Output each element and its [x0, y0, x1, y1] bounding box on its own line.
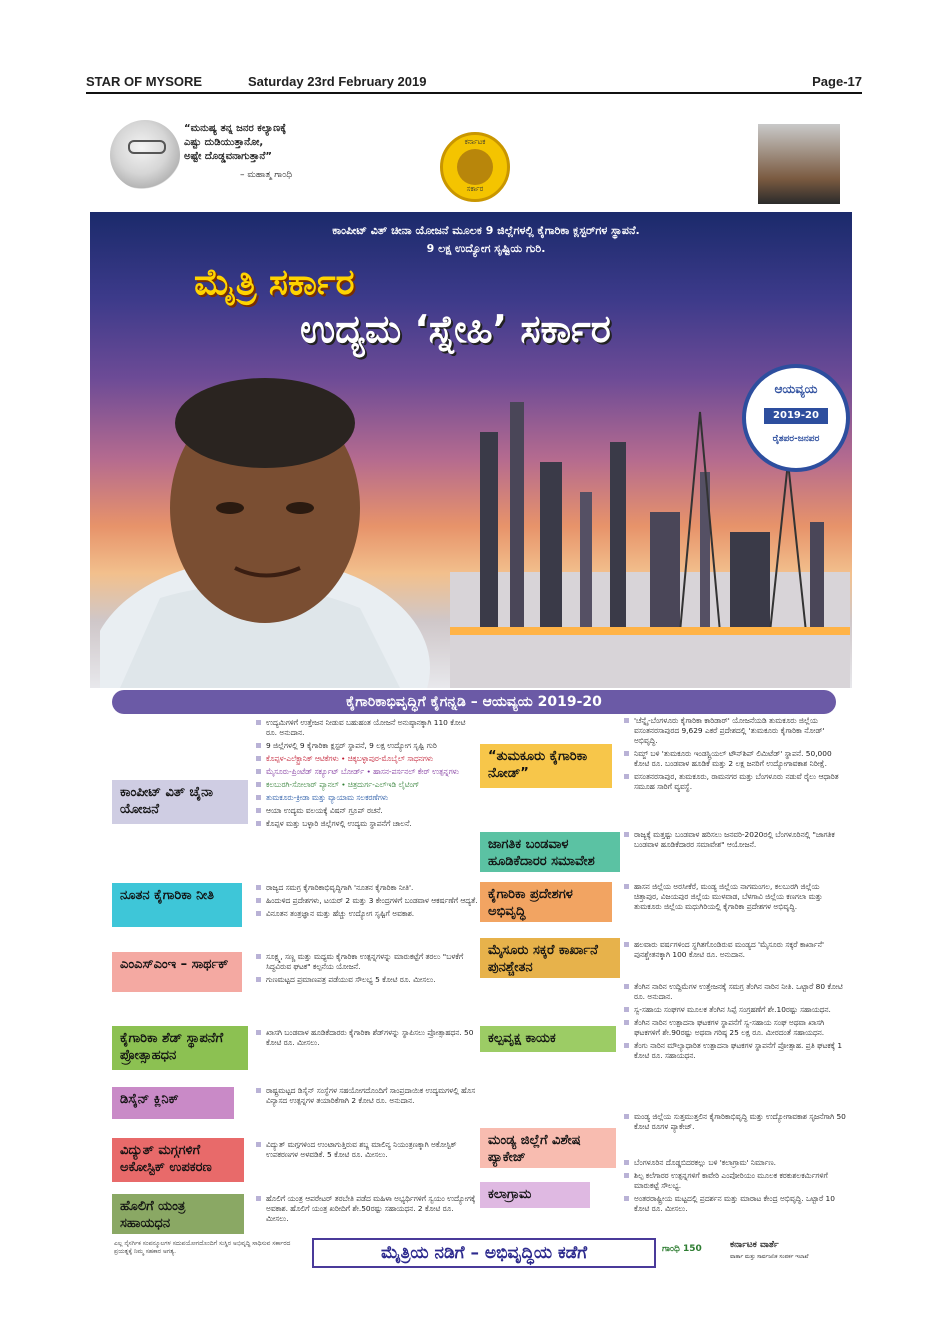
list-item: ಮೈಸೂರು-ಪ್ರಿಂಟೆಡ್ ಸರ್ಕ್ಯೂಟ್ ಬೋರ್ಡ್ • ಹಾಸನ-ಪರ್ಸನಲ್ ಕೇರ್ ಉತ್ಪನ್ನಗಳು: [256, 767, 478, 777]
list-item: ಮಂಡ್ಯ ಜಿಲ್ಲೆಯ ಸುತ್ತಮುತ್ತಲಿನ ಕೈಗಾರಿಕಾಭಿವೃದ್ಧಿ ಮತ್ತು ಉದ್ಯೋಗಾವಕಾಶ ಸೃಜನೆಗಾಗಿ 50 ಕೋಟಿ ರೂಗಳ ಪ್ಯಾಕೇಜ್.: [624, 1112, 846, 1132]
list-item: ರಾಜ್ಯದ ಸಮಗ್ರ ಕೈಗಾರಿಕಾಭಿವೃದ್ಧಿಗಾಗಿ 'ನೂತನ ಕೈಗಾರಿಕಾ ನೀತಿ'.: [256, 883, 478, 893]
label-industrial-shed: ಕೈಗಾರಿಕಾ ಶೆಡ್ ಸ್ಥಾಪನೆಗೆ ಪ್ರೋತ್ಸಾಹಧನ: [112, 1026, 248, 1070]
global-investors-meet-bullets: [624, 830, 846, 853]
banner-subline-1: ಕಾಂಪೀಟ್ ವಿತ್ ಚೀನಾ ಯೋಜನೆ ಮೂಲಕ 9 ಜಿಲ್ಲೆಗಳಲ್ಲಿ ಕೈಗಾರಿಕಾ ಕ್ಲಸ್ಟರ್‌ಗಳ ಸ್ಥಾಪನೆ.: [332, 224, 640, 237]
list-item: ಗುಣಮಟ್ಟದ ಪ್ರಮಾಣಪತ್ರ ಪಡೆಯುವ ಸೌಲಭ್ಯ 5 ಕೋಟಿ ರೂ. ಮೀಸಲು.: [256, 975, 478, 985]
quote-line: ಅಷ್ಟೇ ದೊಡ್ಡವನಾಗುತ್ತಾನೆ”: [184, 151, 272, 162]
newspaper-header: [86, 74, 862, 94]
karnataka-varthe-subtitle: ವಾರ್ತಾ ಮತ್ತು ಸಾರ್ವಜನಿಕ ಸಂಪರ್ಕ ಇಲಾಖೆ: [730, 1254, 809, 1260]
list-item: ಕೊಪ್ಪಳ-ಎಲೆಕ್ಟ್ರಾನಿಕ್ ಆಟಿಕೆಗಳು • ಚಿಕ್ಕಬಳ್ಳಾಪುರ-ಮೊಬೈಲ್ ಸಾಧನಗಳು: [256, 754, 478, 764]
list-item: ತೆಂಗಿನ ನಾರಿನ ಉದ್ದಿಮೆಗಳ ಉತ್ತೇಜನಕ್ಕೆ ಸಮಗ್ರ ತೆಂಗಿನ ನಾರಿನ ನೀತಿ. ಒಟ್ಟಾರೆ 80 ಕೋಟಿ ರೂ. ಅನುದಾನ.: [624, 982, 846, 1002]
emblem-bottom-text: ಸರ್ಕಾರ: [466, 185, 484, 193]
list-item: ಖಾಸಗಿ ಬಂಡವಾಳ ಹೂಡಿಕೆದಾರರು ಕೈಗಾರಿಕಾ ಶೆಡ್‌ಗಳನ್ನು ಸ್ಥಾಪಿಸಲು ಪ್ರೋತ್ಸಾಹಧನ. 50 ಕೋಟಿ ರೂ. ಮೀಸಲು.: [256, 1028, 478, 1048]
list-item: ರಾಜ್ಯಕ್ಕೆ ಮತ್ತಷ್ಟು ಬಂಡವಾಳ ಹರಿಸಲು ಜನವರಿ-2020ರಲ್ಲಿ ಬೆಂಗಳೂರಿನಲ್ಲಿ "ಜಾಗತಿಕ ಬಂಡವಾಳ ಹೂಡಿಕೆದಾರರ ಸಮಾವೇಶ" ಆಯೋಜನೆ.: [624, 830, 846, 850]
label-sewing-machine: ಹೊಲಿಗೆ ಯಂತ್ರ ಸಹಾಯಧನ: [112, 1194, 244, 1234]
list-item: ಸೂಕ್ಷ್ಮ, ಸಣ್ಣ ಮತ್ತು ಮಧ್ಯಮ ಕೈಗಾರಿಕಾ ಉತ್ಪನ್ನಗಳನ್ನು ಮಾರುಕಟ್ಟೆಗೆ ತರಲು "ಬಳಕೆಗೆ ಸಿದ್ಧವಿರುವ ಘಟಕ" ಕಲ್ಪನೆಯ ಯೋಜನೆ.: [256, 952, 478, 972]
gandhi-quote: [184, 122, 286, 164]
list-item: ರಾಷ್ಟ್ರಮಟ್ಟದ ಡಿಸೈನ್ ಸಂಸ್ಥೆಗಳ ಸಹಯೋಗದೊಂದಿಗೆ ಸಾಂಪ್ರದಾಯಿಕ ಉದ್ಯಮಗಳಲ್ಲಿ ಹೊಸ ವಿನ್ಯಾಸದ ಉತ್ಪನ್ನಗಳ ತಯಾರಿಕೆಗಾಗಿ 2 ಕೋಟಿ ರೂ. ಅನುದಾನ.: [256, 1086, 478, 1106]
label-kalpavriksha-kayaka: ಕಲ್ಪವೃಕ್ಷ ಕಾಯಕ: [480, 1026, 616, 1052]
label-design-clinic: ಡಿಸೈನ್ ಕ್ಲಿನಿಕ್: [112, 1087, 234, 1119]
list-item: ಉದ್ಯಮಿಗಳಿಗೆ ಉತ್ತೇಜನ ನೀಡುವ ಬಹುಹಂತ ಯೋಜನೆ ಅನುಷ್ಠಾನಕ್ಕಾಗಿ 110 ಕೋಟಿ ರೂ. ಅನುದಾನ.: [256, 718, 478, 738]
budget-stamp: [742, 364, 850, 472]
footer-note: ಎಲ್ಲ ನೈಸರ್ಗಿಕ ಸಂಪನ್ಮೂಲಗಳ ಸದುಪಯೋಗದೊಂದಿಗೆ ಸುಸ್ಥಿರ ಅಭಿವೃದ್ಧಿ ಸಾಧಿಸುವ ಸರ್ಕಾರದ ಪ್ರಯತ್ನಕ್ಕೆ ನಿಮ್ಮ ಸಹಕಾರ ಅಗತ್ಯ.: [114, 1240, 291, 1255]
industrial-areas-development-bullets: [624, 882, 846, 915]
stamp-top-text: ಆಯವ್ಯಯ: [774, 382, 818, 396]
kalagrama-bullets: [624, 1158, 846, 1217]
emblem-top-text: ಕರ್ನಾಟಕ: [464, 138, 486, 146]
ad-footer: [90, 1236, 852, 1272]
karnataka-emblem: [440, 132, 510, 202]
list-item: ತೆಂಗಿನ ನಾರಿನ ಉತ್ಪಾದನಾ ಘಟಕಗಳ ಸ್ಥಾಪನೆಗೆ ಸ್ವ-ಸಹಾಯ ಸಂಘ ಅಥವಾ ಖಾಸಗಿ ಘಟಕಗಳಿಗೆ ಶೇ.90ರಷ್ಟು ಅಥವಾ ಗರಿಷ್ಠ 25 ಲಕ್ಷ ರೂ. ಮೀರದಂತೆ ಸಹಾಯಧನ.: [624, 1018, 846, 1038]
kalpavriksha-kayaka-bullets: [624, 982, 846, 1064]
paper-name: STAR OF MYSORE: [86, 74, 203, 89]
label-industrial-areas-development: ಕೈಗಾರಿಕಾ ಪ್ರದೇಶಗಳ ಅಭಿವೃದ್ಧಿ: [480, 882, 612, 922]
list-item: ನಿಮ್ಜ್ ಬಳಿ 'ತುಮಕೂರು ಇಂಡಸ್ಟ್ರಿಯಲ್ ಟೌನ್‌ಶಿಪ್ ಲಿಮಿಟೆಡ್' ಸ್ಥಾಪನೆ. 50,000 ಕೋಟಿ ರೂ. ಬಂಡವಾಳ ಹೂಡಿಕೆ ಮತ್ತು 2 ಲಕ್ಷ ಜನರಿಗೆ ಉದ್ಯೋಗಾವಕಾಶ ನಿರೀಕ್ಷೆ.: [624, 749, 846, 769]
compete-with-china-bullets: [256, 718, 478, 832]
chief-minister-photo: [100, 368, 450, 688]
list-item: ಹಿಂದುಳಿದ ಪ್ರದೇಶಗಳು, ಟಯರ್ 2 ಮತ್ತು 3 ಕೇಂದ್ರಗಳಿಗೆ ಬಂಡವಾಳ ಆಕರ್ಷಣೆಗೆ ಆದ್ಯತೆ.: [256, 896, 478, 906]
sewing-machine-bullets: [256, 1194, 478, 1227]
quote-line: ಎಷ್ಟು ದುಡಿಯುತ್ತಾನೋ,: [184, 137, 264, 148]
label-kalagrama: ಕಲಾಗ್ರಾಮ: [480, 1182, 590, 1208]
design-clinic-bullets: [256, 1086, 478, 1109]
list-item: ಹಲವಾರು ವರ್ಷಗಳಿಂದ ಸ್ಥಗಿತಗೊಂಡಿರುವ ಮಂಡ್ಯದ 'ಮೈಸೂರು ಸಕ್ಕರೆ ಕಾರ್ಖಾನೆ' ಪುನಶ್ಚೇತನಕ್ಕಾಗಿ 100 ಕೋಟಿ ರೂ. ಅನುದಾನ.: [624, 940, 846, 960]
list-item: ಬೆಂಗಳೂರಿನ ದೊಡ್ಡಬಿದರಕಲ್ಲು ಬಳಿ 'ಕಲಾಗ್ರಾಮ' ನಿರ್ಮಾಣ.: [624, 1158, 846, 1168]
industrial-shed-bullets: [256, 1028, 478, 1051]
list-item: ಅಂತರರಾಷ್ಟ್ರೀಯ ಮಟ್ಟದಲ್ಲಿ ಪ್ರದರ್ಶನ ಮತ್ತು ಮಾರಾಟ ಕೇಂದ್ರ ಅಭಿವೃದ್ಧಿ. ಒಟ್ಟಾರೆ 10 ಕೋಟಿ ರೂ. ಮೀಸಲು.: [624, 1194, 846, 1214]
label-mysore-sugar-factory: ಮೈಸೂರು ಸಕ್ಕರೆ ಕಾರ್ಖಾನೆ ಪುನಶ್ಚೇತನ: [480, 938, 620, 978]
karnataka-varthe-logo: ಕರ್ನಾಟಕ ವಾರ್ತೆ: [730, 1240, 779, 1250]
footer-slogan: ಮೈತ್ರಿಯ ನಡಿಗೆ – ಅಭಿವೃದ್ಧಿಯ ಕಡೆಗೆ: [312, 1238, 656, 1268]
banner-subline-2: 9 ಲಕ್ಷ ಉದ್ಯೋಗ ಸೃಷ್ಟಿಯ ಗುರಿ.: [426, 242, 546, 255]
list-item: 9 ಜಿಲ್ಲೆಗಳಲ್ಲಿ 9 ಕೈಗಾರಿಕಾ ಕ್ಲಸ್ಟರ್ ಸ್ಥಾಪನೆ, 9 ಲಕ್ಷ ಉದ್ಯೋಗ ಸೃಷ್ಟಿ ಗುರಿ: [256, 741, 478, 751]
quote-author: – ಮಹಾತ್ಮ ಗಾಂಧಿ: [240, 170, 293, 180]
list-item: 'ಚೆನ್ನೈ-ಬೆಂಗಳೂರು ಕೈಗಾರಿಕಾ ಕಾರಿಡಾರ್' ಯೋಜನೆಯಡಿ ತುಮಕೂರು ಜಿಲ್ಲೆಯ ವಸಂತನರಸಾಪುರದ 9,629 ಎಕರೆ ಪ್ರದೇಶದಲ್ಲಿ 'ತುಮಕೂರು ಕೈಗಾರಿಕಾ ನೋಡ್' ಅಭಿವೃದ್ಧಿ.: [624, 716, 846, 746]
quote-line: “ಮನುಷ್ಯ ತನ್ನ ಜನರ ಕಲ್ಯಾಣಕ್ಕೆ: [184, 123, 287, 134]
mandya-special-package-bullets: [624, 1112, 846, 1135]
tumakuru-node-bullets: [624, 716, 846, 795]
list-item: ಶಿಲ್ಪ ಕಲೆಗಾರರ ಉತ್ಪನ್ನಗಳಿಗೆ ಕಾವೇರಿ ಎಂಪೋರಿಯಂ ಮೂಲಕ ಕರಕುಶಲಕರ್ಮಿಗಳಿಗೆ ಮಾರುಕಟ್ಟೆ ಸೌಲಭ್ಯ.: [624, 1171, 846, 1191]
list-item: ತುಮಕೂರು-ಕ್ರೀಡಾ ಮತ್ತು ವ್ಯಾಯಾಮ ಸಲಕರಣೆಗಳು: [256, 793, 478, 803]
list-item: ವಿದ್ಯುತ್ ಮಗ್ಗಗಳಿಂದ ಉಂಟಾಗುತ್ತಿರುವ ಶಬ್ದ ಮಾಲಿನ್ಯ ನಿಯಂತ್ರಣಕ್ಕಾಗಿ ಅಕೋಸ್ಟಿಕ್ ಉಪಕರಣಗಳ ಅಳವಡಿಕೆ. 5 ಕೋಟಿ ರೂ. ಮೀಸಲು.: [256, 1140, 478, 1160]
list-item: ಹಾಸನ ಜಿಲ್ಲೆಯ ಅರಸೀಕೆರೆ, ಮಂಡ್ಯ ಜಿಲ್ಲೆಯ ನಾಗಮಂಗಲ, ಕಲಬುರಗಿ ಜಿಲ್ಲೆಯ ಚಿತ್ತಾಪುರ, ವಿಜಯಪುರ ಜಿಲ್ಲೆಯ ಮುಳವಾಡ, ಬೆಳಗಾವಿ ಜಿಲ್ಲೆಯ ಕಣಗಲಾ ಮತ್ತು ತುಮಕೂರು ಜಿಲ್ಲೆಯ ಮಧುಗಿರಿಯಲ್ಲಿ ಕೈಗಾರಿಕಾ ಪ್ರದೇಶಗಳ ಅಭಿವೃದ್ಧಿ.: [624, 882, 846, 912]
label-mandya-special-package: ಮಂಡ್ಯ ಜಿಲ್ಲೆಗೆ ವಿಶೇಷ ಪ್ಯಾಕೇಜ್: [480, 1128, 616, 1168]
gandhi-portrait: [110, 120, 180, 190]
powerloom-acoustic-bullets: [256, 1140, 478, 1163]
emblem-crest-icon: [457, 149, 493, 185]
minister-photo: [758, 124, 840, 224]
section-title-bar: ಕೈಗಾರಿಕಾಭಿವೃದ್ಧಿಗೆ ಕೈಗನ್ನಡಿ – ಆಯವ್ಯಯ 2019-20: [112, 690, 836, 714]
list-item: ಹೊಲಿಗೆ ಯಂತ್ರ ಆಪರೇಟರ್ ತರಬೇತಿ ಪಡೆದ ಮಹಿಳಾ ಅಭ್ಯರ್ಥಿಗಳಿಗೆ ಸ್ವಯಂ ಉದ್ಯೋಗಕ್ಕೆ ಅವಕಾಶ. ಹೊಲಿಗೆ ಯಂತ್ರ ಖರೀದಿಗೆ ಶೇ.50ರಷ್ಟು ಸಹಾಯಧನ. 2 ಕೋಟಿ ರೂ. ಮೀಸಲು.: [256, 1194, 478, 1224]
label-new-industrial-policy: ನೂತನ ಕೈಗಾರಿಕಾ ನೀತಿ: [112, 883, 242, 927]
list-item: ಕೊಪ್ಪಳ ಮತ್ತು ಬಳ್ಳಾರಿ ಜಿಲ್ಲೆಗಳಲ್ಲಿ ಉದ್ಯಮ ಸ್ಥಾಪನೆಗೆ ಚಾಲನೆ.: [256, 819, 478, 829]
stamp-bottom-text: ರೈತಪರ-ಜನಪರ: [772, 434, 820, 444]
label-tumakuru-node: “ತುಮಕೂರು ಕೈಗಾರಿಕಾ ನೋಡ್”: [480, 744, 612, 788]
mysore-sugar-factory-bullets: [624, 940, 846, 963]
list-item: ಕಲಬುರಗಿ-ಸೋಲಾರ್ ಪ್ಯಾನಲ್ • ಚಿತ್ರದುರ್ಗ-ಎಲ್‌ಇಡಿ ಲೈಟಿಂಗ್: [256, 780, 478, 790]
list-item: ಸ್ವ-ಸಹಾಯ ಸಂಘಗಳ ಮೂಲಕ ತೆಂಗಿನ ಸಿಪ್ಪೆ ಸಂಗ್ರಹಣೆಗೆ ಶೇ.10ರಷ್ಟು ಸಹಾಯಧನ.: [624, 1005, 846, 1015]
gandhi-150-logo: ಗಾಂಧಿ 150: [662, 1244, 702, 1254]
label-powerloom-acoustic: ವಿದ್ಯುತ್ ಮಗ್ಗಗಳಿಗೆ ಅಕೋಸ್ಟಿಕ್ ಉಪಕರಣ: [112, 1138, 244, 1182]
page-number: Page-17: [812, 74, 862, 89]
banner-title-1: ಮೈತ್ರಿ ಸರ್ಕಾರ: [194, 262, 355, 303]
label-compete-with-china: ಕಾಂಪೀಟ್ ವಿತ್ ಚೈನಾ ಯೋಜನೆ: [112, 780, 248, 824]
list-item: ಆಯಾ ಉದ್ಯಮ ವಲಯಕ್ಕೆ ವಿಷನ್ ಗ್ರೂಪ್ ರಚನೆ.: [256, 806, 478, 816]
stamp-year: 2019-20: [764, 408, 828, 424]
banner-title-2: ಉದ್ಯಮ ‘ಸ್ನೇಹಿ’ ಸರ್ಕಾರ: [300, 307, 611, 351]
list-item: ತೆಂಗು ನಾರಿನ ಮೌಲ್ಯಾಧಾರಿತ ಉತ್ಪಾದನಾ ಘಟಕಗಳ ಸ್ಥಾಪನೆಗೆ ಪ್ರೋತ್ಸಾಹ. ಪ್ರತಿ ಘಟಕಕ್ಕೆ 1 ಕೋಟಿ ರೂ. ಸಹಾಯಧನ.: [624, 1041, 846, 1061]
list-item: ವಿನೂತನ ತಂತ್ರಜ್ಞಾನ ಮತ್ತು ಹೆಚ್ಚು ಉದ್ಯೋಗ ಸೃಷ್ಟಿಗೆ ಅವಕಾಶ.: [256, 909, 478, 919]
new-industrial-policy-bullets: [256, 883, 478, 922]
list-item: ವಸಂತನರಸಾಪುರ, ತುಮಕೂರು, ರಾಮನಗರ ಮತ್ತು ಬೆಂಗಳೂರು ನಡುವೆ ರೈಲು ಆಧಾರಿತ ಸಮೂಹ ಸಾರಿಗೆ ವ್ಯವಸ್ಥೆ.: [624, 772, 846, 792]
label-msme-sarthak: ಎಂಎಸ್‌ಎಂಇ – ಸಾರ್ಥಕ್: [112, 952, 242, 992]
msme-sarthak-bullets: [256, 952, 478, 988]
label-global-investors-meet: ಜಾಗತಿಕ ಬಂಡವಾಳ ಹೂಡಿಕೆದಾರರ ಸಮಾವೇಶ: [480, 832, 620, 872]
date-line: Saturday 23rd February 2019: [248, 74, 427, 89]
advertisement: [90, 112, 852, 1272]
